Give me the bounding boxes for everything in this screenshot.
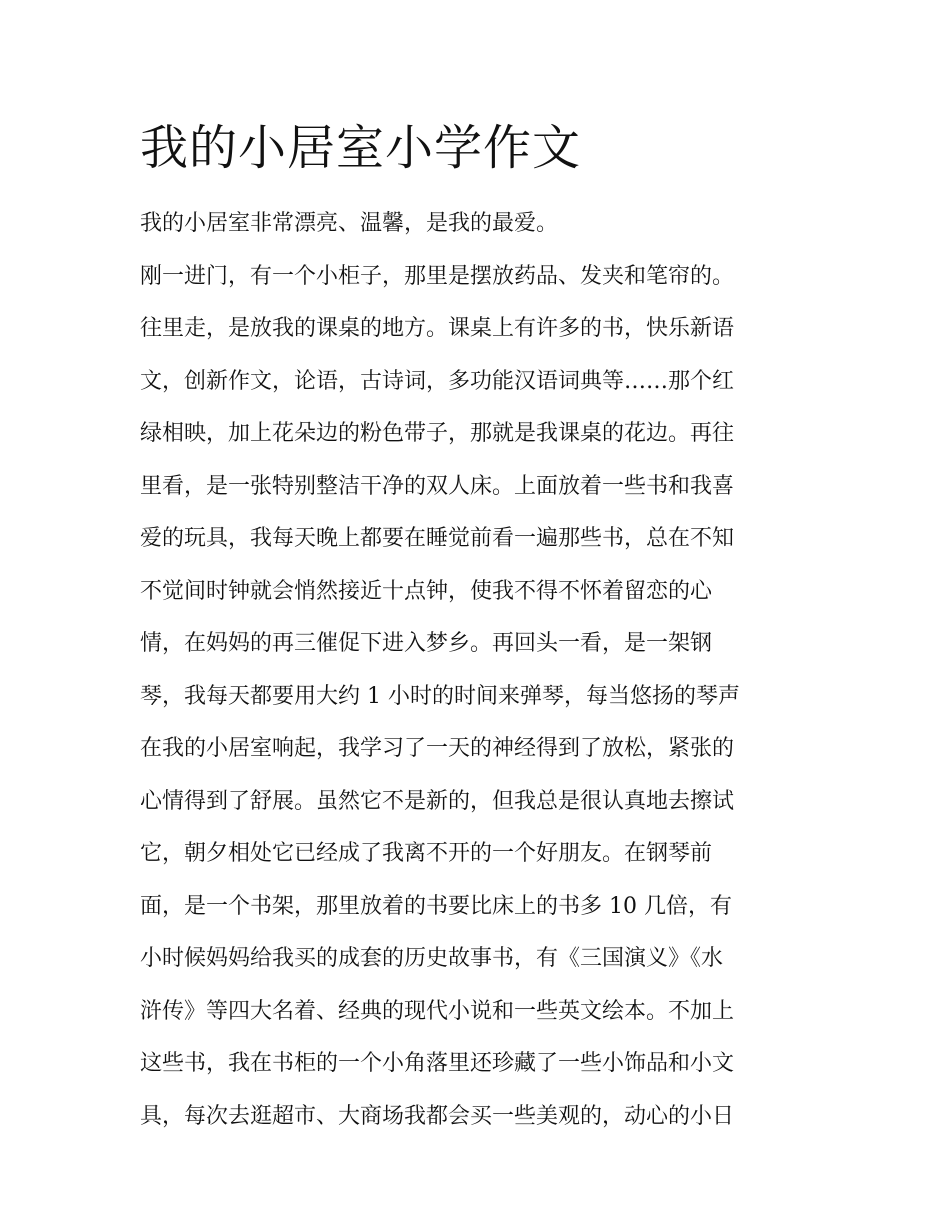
text-line: 它，朝夕相处它已经成了我离不开的一个好朋友。在钢琴前	[140, 841, 713, 866]
text-line: 不觉间时钟就会悄然接近十点钟，使我不得不怀着留恋的心	[140, 578, 713, 604]
text-line: 浒传》等四大名着、经典的现代小说和一些英文绘本。不加上	[140, 998, 735, 1024]
document-body	[140, 198, 820, 1143]
text-line: 情，在妈妈的再三催促下进入梦乡。再回头一看，是一架钢	[140, 631, 713, 656]
text-line: 里看，是一张特别整洁干净的双人床。上面放着一些书和我喜	[140, 473, 735, 499]
text-line: 爱的玩具，我每天晚上都要在睡觉前看一遍那些书，总在不知	[140, 526, 735, 551]
text-line: 这些书，我在书柜的一个小角落里还珍藏了一些小饰品和小文	[140, 1051, 735, 1076]
text-line: 心情得到了舒展。虽然它不是新的，但我总是很认真地去擦试	[140, 788, 735, 814]
text-line: 刚一进门，有一个小柜子，那里是摆放药品、发夹和笔帘的。	[140, 263, 735, 289]
text-line: 往里走，是放我的课桌的地方。课桌上有许多的书，快乐新语	[140, 316, 735, 341]
text-line: 面，是一个书架，那里放着的书要比床上的书多 10 几倍，有	[140, 893, 732, 919]
document-title: 我的小居室小学作文	[140, 120, 582, 176]
text-line: 我的小居室非常漂亮、温馨，是我的最爱。	[140, 211, 559, 236]
text-line: 琴，我每天都要用大约 1 小时的时间来弹琴，每当悠扬的琴声	[140, 683, 740, 709]
text-line: 在我的小居室响起，我学习了一天的神经得到了放松，紧张的	[140, 736, 735, 761]
text-line: 具，每次去逛超市、大商场我都会买一些美观的，动心的小日	[140, 1103, 735, 1129]
text-line: 文，创新作文，论语，古诗词，多功能汉语词典等……那个红	[140, 368, 735, 394]
text-line: 绿相映，加上花朵边的粉色带子，那就是我课桌的花边。再往	[140, 421, 735, 446]
text-line: 小时候妈妈给我买的成套的历史故事书，有《三国演义》《水	[140, 946, 724, 971]
